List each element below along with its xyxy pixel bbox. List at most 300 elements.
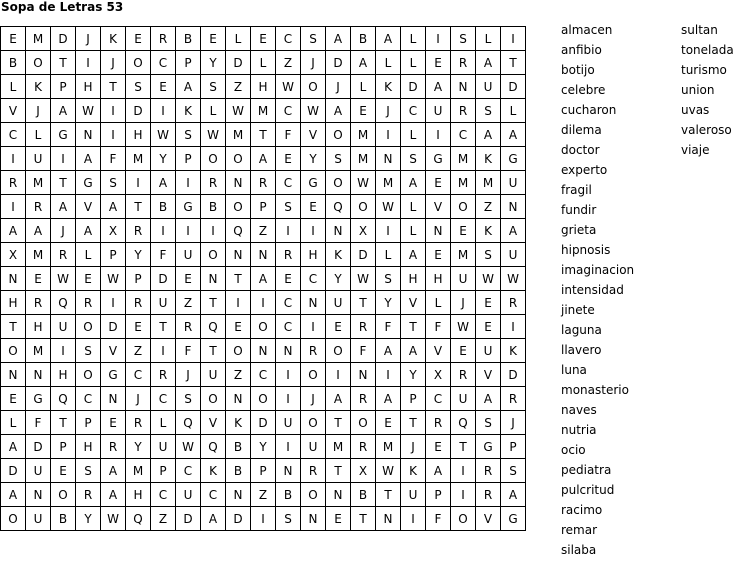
grid-cell: S: [401, 147, 426, 171]
grid-cell: J: [501, 411, 526, 435]
grid-cell: A: [401, 339, 426, 363]
word-item: uvas: [681, 103, 710, 117]
grid-cell: Q: [51, 291, 76, 315]
grid-cell: Q: [326, 195, 351, 219]
grid-cell: N: [276, 339, 301, 363]
word-item: pulcritud: [561, 483, 615, 497]
grid-cell: U: [451, 387, 476, 411]
grid-cell: W: [76, 99, 101, 123]
grid-cell: I: [301, 219, 326, 243]
grid-cell: J: [301, 51, 326, 75]
grid-cell: W: [101, 507, 126, 531]
word-item: valeroso: [681, 123, 732, 137]
grid-cell: L: [201, 99, 226, 123]
grid-cell: X: [351, 459, 376, 483]
grid-cell: E: [51, 459, 76, 483]
grid-cell: O: [301, 483, 326, 507]
grid-cell: A: [501, 219, 526, 243]
word-list-column-1: [561, 23, 634, 563]
grid-cell: M: [451, 171, 476, 195]
word-item: laguna: [561, 323, 602, 337]
grid-cell: F: [351, 339, 376, 363]
grid-row: [1, 171, 526, 195]
grid-cell: U: [151, 291, 176, 315]
grid-cell: U: [426, 99, 451, 123]
grid-cell: R: [101, 435, 126, 459]
grid-cell: N: [301, 291, 326, 315]
grid-cell: N: [26, 483, 51, 507]
grid-cell: E: [476, 291, 501, 315]
grid-cell: U: [151, 435, 176, 459]
grid-cell: C: [276, 315, 301, 339]
grid-cell: W: [451, 315, 476, 339]
grid-cell: A: [476, 387, 501, 411]
grid-cell: W: [301, 99, 326, 123]
word-item: llavero: [561, 343, 602, 357]
grid-cell: Q: [126, 507, 151, 531]
grid-cell: M: [451, 147, 476, 171]
grid-cell: A: [76, 147, 101, 171]
grid-cell: A: [101, 483, 126, 507]
grid-cell: I: [426, 123, 451, 147]
grid-row: [1, 147, 526, 171]
word-item: fundir: [561, 203, 597, 217]
grid-cell: Y: [376, 291, 401, 315]
grid-cell: I: [276, 435, 301, 459]
grid-cell: W: [476, 267, 501, 291]
grid-cell: N: [326, 219, 351, 243]
grid-cell: M: [351, 123, 376, 147]
grid-cell: P: [426, 483, 451, 507]
grid-cell: N: [326, 483, 351, 507]
grid-cell: J: [451, 291, 476, 315]
grid-cell: V: [1, 99, 26, 123]
grid-cell: J: [376, 99, 401, 123]
grid-row: [1, 219, 526, 243]
grid-cell: U: [326, 291, 351, 315]
grid-cell: V: [476, 363, 501, 387]
grid-cell: I: [276, 387, 301, 411]
grid-cell: O: [326, 171, 351, 195]
grid-cell: W: [51, 267, 76, 291]
grid-cell: H: [51, 363, 76, 387]
grid-cell: Z: [476, 195, 501, 219]
grid-cell: R: [76, 291, 101, 315]
grid-cell: A: [76, 219, 101, 243]
grid-cell: U: [26, 147, 51, 171]
grid-cell: I: [151, 219, 176, 243]
grid-cell: I: [101, 291, 126, 315]
grid-cell: A: [51, 99, 76, 123]
grid-cell: M: [476, 171, 501, 195]
grid-cell: U: [451, 267, 476, 291]
grid-cell: L: [376, 243, 401, 267]
grid-cell: R: [351, 435, 376, 459]
word-item: experto: [561, 163, 608, 177]
grid-cell: J: [101, 51, 126, 75]
grid-cell: O: [201, 387, 226, 411]
grid-cell: N: [76, 123, 101, 147]
grid-cell: E: [426, 243, 451, 267]
grid-cell: L: [401, 195, 426, 219]
grid-cell: L: [251, 51, 276, 75]
grid-cell: A: [326, 387, 351, 411]
grid-cell: K: [376, 75, 401, 99]
grid-cell: P: [176, 51, 201, 75]
grid-cell: I: [126, 171, 151, 195]
grid-cell: I: [376, 219, 401, 243]
grid-cell: U: [176, 243, 201, 267]
grid-cell: K: [201, 459, 226, 483]
grid-cell: U: [276, 411, 301, 435]
grid-cell: A: [1, 483, 26, 507]
grid-cell: Y: [326, 267, 351, 291]
word-item: almacen: [561, 23, 613, 37]
grid-cell: E: [326, 507, 351, 531]
grid-cell: D: [251, 411, 276, 435]
grid-cell: I: [76, 51, 101, 75]
grid-cell: E: [201, 27, 226, 51]
grid-cell: G: [301, 171, 326, 195]
grid-cell: K: [326, 243, 351, 267]
grid-row: [1, 387, 526, 411]
grid-cell: E: [426, 435, 451, 459]
grid-cell: N: [226, 483, 251, 507]
grid-cell: W: [501, 267, 526, 291]
grid-cell: N: [426, 219, 451, 243]
grid-cell: N: [101, 387, 126, 411]
grid-cell: I: [1, 195, 26, 219]
grid-cell: L: [401, 27, 426, 51]
grid-cell: C: [301, 267, 326, 291]
grid-cell: E: [101, 411, 126, 435]
grid-cell: A: [401, 171, 426, 195]
word-item: pediatra: [561, 463, 612, 477]
grid-cell: N: [451, 75, 476, 99]
grid-cell: S: [126, 75, 151, 99]
grid-cell: C: [276, 291, 301, 315]
grid-cell: D: [126, 99, 151, 123]
grid-cell: E: [426, 51, 451, 75]
grid-cell: E: [26, 267, 51, 291]
grid-cell: A: [26, 219, 51, 243]
grid-cell: U: [26, 507, 51, 531]
grid-cell: S: [76, 339, 101, 363]
grid-cell: C: [1, 123, 26, 147]
grid-cell: A: [101, 195, 126, 219]
grid-cell: I: [1, 147, 26, 171]
grid-cell: O: [251, 387, 276, 411]
grid-cell: A: [426, 75, 451, 99]
grid-cell: N: [376, 147, 401, 171]
grid-cell: S: [101, 171, 126, 195]
grid-cell: E: [351, 99, 376, 123]
grid-cell: Z: [226, 363, 251, 387]
grid-cell: T: [226, 267, 251, 291]
grid-cell: V: [201, 411, 226, 435]
word-item: grieta: [561, 223, 597, 237]
grid-cell: P: [251, 195, 276, 219]
grid-cell: J: [51, 219, 76, 243]
grid-cell: E: [126, 27, 151, 51]
grid-cell: O: [301, 363, 326, 387]
grid-cell: S: [176, 387, 201, 411]
grid-cell: B: [351, 483, 376, 507]
grid-cell: C: [426, 387, 451, 411]
grid-cell: L: [351, 75, 376, 99]
grid-cell: C: [276, 171, 301, 195]
grid-cell: Y: [126, 243, 151, 267]
grid-cell: F: [426, 507, 451, 531]
grid-cell: Q: [51, 387, 76, 411]
grid-cell: S: [201, 75, 226, 99]
grid-cell: F: [276, 123, 301, 147]
grid-cell: L: [226, 27, 251, 51]
grid-cell: E: [326, 315, 351, 339]
grid-cell: I: [501, 315, 526, 339]
grid-row: [1, 411, 526, 435]
grid-cell: V: [476, 507, 501, 531]
grid-cell: Z: [126, 339, 151, 363]
grid-cell: S: [376, 267, 401, 291]
grid-cell: R: [451, 51, 476, 75]
grid-cell: O: [326, 123, 351, 147]
grid-cell: H: [426, 267, 451, 291]
grid-cell: N: [501, 195, 526, 219]
grid-cell: B: [226, 459, 251, 483]
letter-grid: [0, 26, 526, 531]
grid-cell: P: [251, 459, 276, 483]
grid-cell: A: [101, 459, 126, 483]
grid-cell: A: [326, 99, 351, 123]
grid-cell: T: [1, 315, 26, 339]
grid-cell: H: [76, 75, 101, 99]
grid-cell: M: [26, 243, 51, 267]
grid-cell: C: [151, 483, 176, 507]
grid-cell: V: [101, 339, 126, 363]
grid-cell: X: [101, 219, 126, 243]
grid-cell: I: [151, 339, 176, 363]
grid-cell: E: [476, 315, 501, 339]
grid-cell: E: [451, 219, 476, 243]
grid-cell: F: [26, 411, 51, 435]
grid-cell: A: [251, 267, 276, 291]
grid-cell: J: [126, 387, 151, 411]
grid-cell: T: [201, 339, 226, 363]
grid-cell: A: [151, 171, 176, 195]
grid-cell: U: [476, 75, 501, 99]
grid-row: [1, 315, 526, 339]
grid-cell: U: [26, 459, 51, 483]
grid-cell: O: [1, 507, 26, 531]
grid-cell: I: [301, 315, 326, 339]
word-item: doctor: [561, 143, 600, 157]
grid-cell: N: [351, 363, 376, 387]
grid-cell: O: [51, 483, 76, 507]
grid-cell: K: [176, 99, 201, 123]
grid-cell: S: [176, 123, 201, 147]
grid-cell: B: [1, 51, 26, 75]
grid-cell: E: [76, 267, 101, 291]
grid-cell: P: [76, 411, 101, 435]
grid-cell: D: [351, 243, 376, 267]
grid-cell: D: [501, 363, 526, 387]
grid-cell: N: [226, 243, 251, 267]
grid-cell: U: [476, 339, 501, 363]
grid-cell: C: [276, 27, 301, 51]
grid-cell: M: [126, 147, 151, 171]
grid-cell: C: [151, 387, 176, 411]
grid-cell: R: [426, 411, 451, 435]
grid-cell: R: [176, 315, 201, 339]
grid-cell: A: [351, 51, 376, 75]
grid-cell: I: [51, 147, 76, 171]
word-item: luna: [561, 363, 587, 377]
grid-cell: I: [251, 507, 276, 531]
grid-cell: N: [376, 507, 401, 531]
grid-cell: I: [376, 123, 401, 147]
grid-cell: U: [501, 171, 526, 195]
grid-cell: W: [151, 123, 176, 147]
grid-cell: C: [176, 459, 201, 483]
word-item: celebre: [561, 83, 606, 97]
grid-cell: S: [451, 27, 476, 51]
grid-row: [1, 483, 526, 507]
grid-cell: R: [501, 387, 526, 411]
word-item: monasterio: [561, 383, 629, 397]
grid-cell: H: [126, 123, 151, 147]
grid-cell: L: [401, 123, 426, 147]
grid-cell: S: [476, 99, 501, 123]
grid-cell: R: [76, 483, 101, 507]
grid-cell: O: [76, 363, 101, 387]
grid-cell: O: [201, 243, 226, 267]
grid-cell: J: [301, 387, 326, 411]
grid-cell: E: [376, 411, 401, 435]
grid-cell: L: [476, 27, 501, 51]
grid-cell: E: [151, 75, 176, 99]
grid-cell: N: [226, 387, 251, 411]
grid-cell: G: [501, 507, 526, 531]
grid-cell: L: [76, 243, 101, 267]
grid-cell: A: [501, 483, 526, 507]
grid-cell: Q: [451, 411, 476, 435]
grid-cell: E: [276, 267, 301, 291]
grid-cell: T: [401, 315, 426, 339]
grid-cell: J: [76, 27, 101, 51]
grid-cell: U: [501, 243, 526, 267]
grid-cell: S: [276, 507, 301, 531]
grid-row: [1, 27, 526, 51]
grid-cell: G: [101, 363, 126, 387]
grid-cell: R: [126, 291, 151, 315]
grid-cell: V: [426, 339, 451, 363]
grid-cell: S: [76, 459, 101, 483]
grid-cell: Y: [76, 507, 101, 531]
grid-cell: D: [1, 459, 26, 483]
grid-cell: S: [476, 243, 501, 267]
word-item: cucharon: [561, 103, 617, 117]
grid-cell: R: [476, 483, 501, 507]
grid-cell: T: [401, 411, 426, 435]
grid-cell: A: [201, 507, 226, 531]
grid-row: [1, 123, 526, 147]
grid-cell: H: [76, 435, 101, 459]
grid-cell: N: [1, 267, 26, 291]
grid-cell: D: [101, 315, 126, 339]
grid-cell: E: [301, 195, 326, 219]
grid-cell: C: [76, 387, 101, 411]
grid-cell: L: [501, 99, 526, 123]
grid-cell: L: [1, 411, 26, 435]
grid-cell: U: [201, 363, 226, 387]
word-item: tonelada: [681, 43, 734, 57]
grid-cell: O: [451, 507, 476, 531]
grid-cell: F: [151, 243, 176, 267]
word-item: jinete: [561, 303, 595, 317]
grid-cell: A: [376, 387, 401, 411]
grid-cell: Z: [151, 507, 176, 531]
grid-cell: N: [226, 171, 251, 195]
grid-cell: D: [151, 267, 176, 291]
grid-cell: L: [426, 291, 451, 315]
grid-cell: R: [126, 219, 151, 243]
grid-cell: G: [76, 171, 101, 195]
grid-cell: A: [376, 339, 401, 363]
word-item: racimo: [561, 503, 603, 517]
grid-cell: T: [451, 435, 476, 459]
grid-cell: I: [451, 459, 476, 483]
grid-row: [1, 507, 526, 531]
grid-cell: W: [101, 267, 126, 291]
grid-cell: O: [226, 195, 251, 219]
grid-cell: L: [401, 51, 426, 75]
grid-cell: T: [51, 51, 76, 75]
word-item: intensidad: [561, 283, 624, 297]
grid-cell: B: [151, 195, 176, 219]
grid-cell: Y: [126, 435, 151, 459]
grid-cell: O: [126, 51, 151, 75]
grid-cell: T: [351, 291, 376, 315]
grid-cell: W: [351, 171, 376, 195]
grid-cell: Y: [401, 363, 426, 387]
grid-cell: R: [26, 195, 51, 219]
grid-cell: D: [501, 75, 526, 99]
grid-cell: D: [401, 75, 426, 99]
grid-cell: W: [376, 195, 401, 219]
grid-cell: I: [226, 291, 251, 315]
grid-cell: B: [351, 27, 376, 51]
grid-cell: R: [201, 171, 226, 195]
grid-cell: K: [501, 339, 526, 363]
grid-cell: O: [301, 75, 326, 99]
grid-cell: Y: [151, 147, 176, 171]
grid-cell: E: [426, 171, 451, 195]
grid-cell: O: [351, 411, 376, 435]
grid-row: [1, 51, 526, 75]
grid-cell: M: [126, 459, 151, 483]
grid-cell: U: [176, 483, 201, 507]
grid-cell: A: [251, 147, 276, 171]
grid-cell: Z: [176, 291, 201, 315]
grid-cell: F: [426, 315, 451, 339]
grid-cell: Y: [301, 147, 326, 171]
grid-cell: P: [126, 267, 151, 291]
grid-cell: O: [251, 315, 276, 339]
grid-cell: T: [51, 411, 76, 435]
grid-cell: I: [176, 219, 201, 243]
grid-cell: P: [51, 75, 76, 99]
